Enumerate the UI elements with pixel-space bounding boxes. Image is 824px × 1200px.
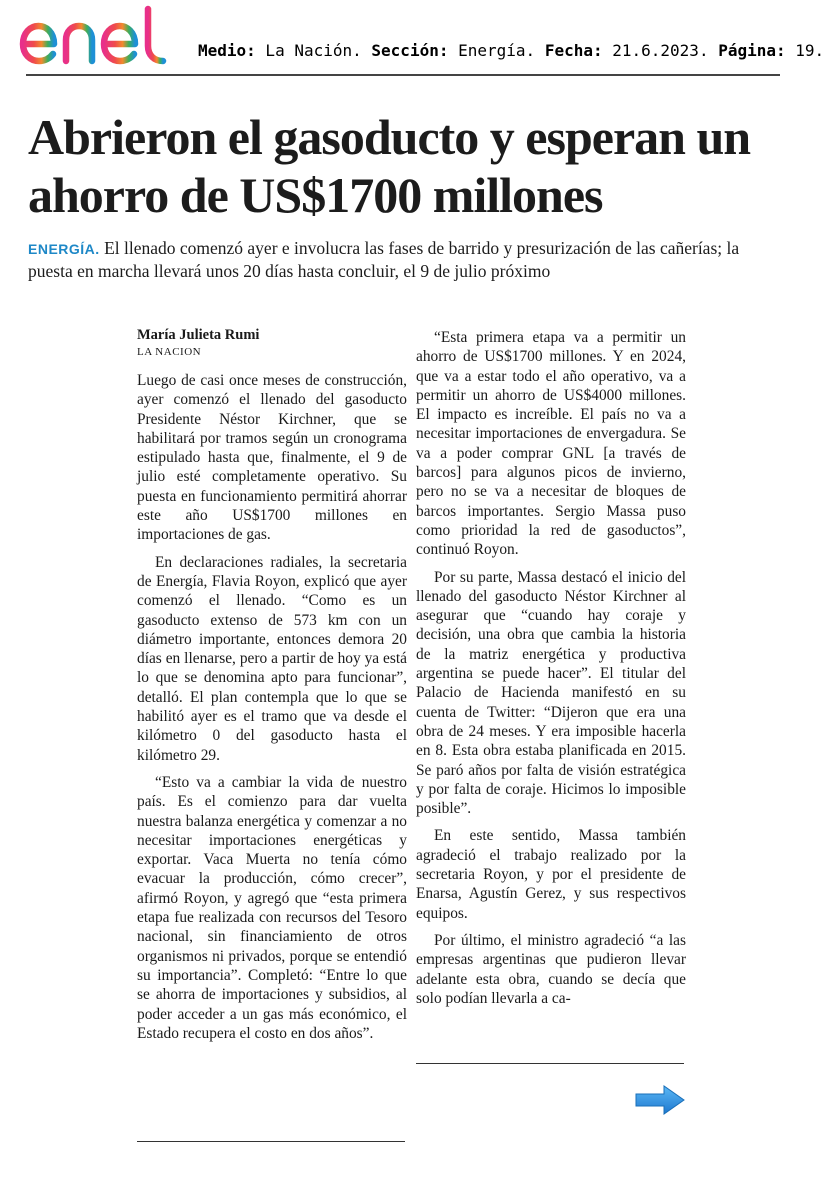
clipping-header [0, 0, 824, 80]
paragraph: Por su parte, Massa destacó el inicio del llenado del gasoducto Néstor Kirchner al asegurar que “cuando hay coraje y decisión, una obra que cambia la historia de la matriz energética y productiva argentina se puede hacer”. El titular del Palacio de Hacienda manifestó en su cuenta de Twitter: “Dijeron que era una obra de 24 meses. Y era imposible hacerla en 8. Esta obra estaba planificada en 2015. Se paró años por falta de visión estratégica y por falta de coraje. Hicimos lo imposible posible”. [416, 568, 686, 818]
paragraph: En este sentido, Massa también agradeció el trabajo realizado por la secretaria Royon, y por el presidente de Enarsa, Agustín Gerez, y sus respectivos equipos. [416, 827, 686, 922]
seccion-label: Sección: [371, 41, 449, 60]
section-kicker: ENERGÍA. [28, 241, 100, 257]
column-divider [416, 1063, 684, 1064]
medio-value: La Nación. [255, 41, 362, 60]
column-divider [137, 1141, 405, 1142]
byline-author: María Julieta Rumi [137, 327, 260, 343]
clipping-metadata [198, 41, 824, 60]
deck-text: El llenado comenzó ayer e involucra las fases de barrido y presurización de las cañerías; la puesta en marcha llevará unos 20 días hasta concluir, el 9 de julio próximo [28, 238, 740, 281]
article-headline: Abrieron el gasoducto y esperan un ahorro de US$1700 millones [28, 109, 751, 223]
pagina-value: 19. [785, 41, 824, 60]
fecha-label: Fecha: [544, 41, 603, 60]
paragraph: En declaraciones radiales, la secretaria de Energía, Flavia Royon, explicó que ayer comenzó el llenado. “Como es un gasoducto extenso de 573 km con un diámetro importante, entonces demora 20 días en llenarse, pero a partir de hoy ya está lo que se denomina apto para funcionar”, detalló. El plan contempla que lo que se habilitó ayer es el tramo que va desde el kilómetro 0 del gasoducto hasta el kilómetro 29. [137, 553, 407, 764]
paragraph: “Esto va a cambiar la vida de nuestro país. Es el comienzo para dar vuelta nuestra balanza energética y comenzar a no necesitar importaciones energéticas y exportar. Vaca Muerta no tenía cómo evacuar la producción, cómo crecer”, afirmó Royon, y agregó que “esta primera etapa fue realizada con recursos del Tesoro nacional, sin financiamiento de otros organismos ni privados, porque se entendió su importancia”. Completó: “Entre lo que se ahorra de importaciones y subsidios, al poder acceder a un gas más económico, el Estado recupera el costo en dos años”. [137, 773, 407, 1042]
medio-label: Medio: [198, 41, 256, 60]
article-column-right [416, 328, 686, 1016]
byline-outlet: LA NACION [137, 346, 202, 358]
seccion-value: Energía. [448, 41, 536, 60]
paragraph: Por último, el ministro agradeció “a las empresas argentinas que pudieron llevar adelante esta obra, cuando se decía que solo podían llevarla a ca- [416, 931, 686, 1007]
paragraph: “Esta primera etapa va a permitir un ahorro de US$1700 millones. Y en 2024, que va a estar todo el año operativo, va a permitir un ahorro de US$4000 millones. El impacto es increíble. El país no va a necesitar importaciones de envergadura. Se va a poder comprar GNL [a través de barcos] para algunos picos de invierno, pero no se va a necesitar de bloques de barcos importantes. Sergio Massa puso como prioridad la red de gasoductos”, continuó Royon. [416, 329, 686, 559]
article-column-left [137, 322, 407, 1051]
arrow-right-icon[interactable] [634, 1084, 686, 1116]
pagina-label: Página: [718, 41, 786, 60]
fecha-value: 21.6.2023. [602, 41, 709, 60]
enel-logo [18, 4, 188, 66]
header-divider [26, 74, 780, 76]
article-deck [28, 237, 778, 282]
paragraph: Luego de casi once meses de construcción, ayer comenzó el llenado del gasoducto Presidente Néstor Kirchner, que se habilitará por tramos según un cronograma estipulado hasta que, finalmente, el 9 de julio esté completamente operativo. Su puesta en funcionamiento permitirá ahorrar este año US$1700 millones en importaciones de gas. [137, 372, 407, 544]
